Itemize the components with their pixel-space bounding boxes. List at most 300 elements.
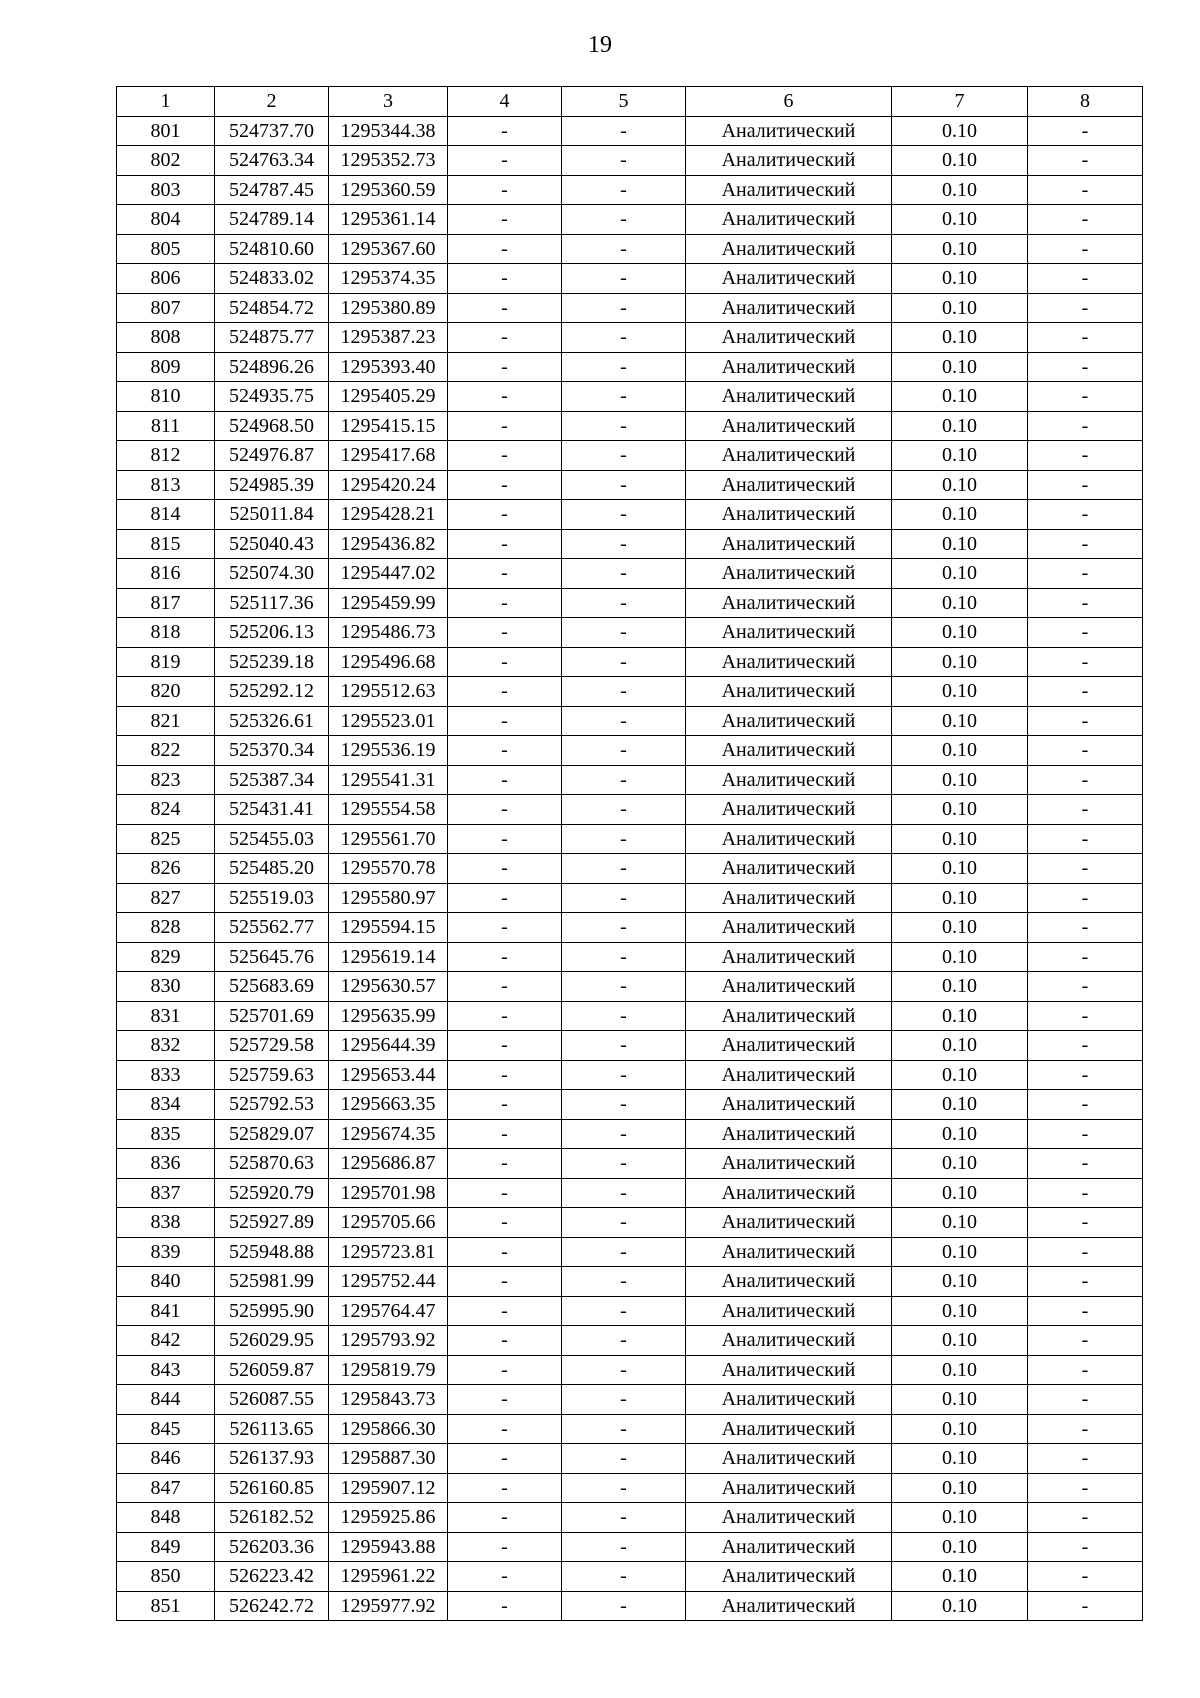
table-cell-col-2: 524968.50 (215, 411, 329, 441)
table-cell-col-8: - (1028, 1532, 1143, 1562)
table-cell-col-3: 1295686.87 (329, 1149, 448, 1179)
table-cell-col-5: - (562, 736, 686, 766)
table-cell-col-6: Аналитический (686, 1503, 892, 1533)
table-cell-col-2: 525011.84 (215, 500, 329, 530)
table-cell-col-8: - (1028, 706, 1143, 736)
table-cell-col-3: 1295723.81 (329, 1237, 448, 1267)
table-cell-col-7: 0.10 (892, 382, 1028, 412)
table-cell-col-6: Аналитический (686, 529, 892, 559)
table-cell-col-4: - (448, 1178, 562, 1208)
table-cell-col-3: 1295653.44 (329, 1060, 448, 1090)
table-cell-col-1: 806 (117, 264, 215, 294)
table-cell-col-4: - (448, 1532, 562, 1562)
table-cell-col-5: - (562, 1591, 686, 1621)
table-cell-col-1: 825 (117, 824, 215, 854)
table-cell-col-8: - (1028, 1001, 1143, 1031)
table-cell-col-7: 0.10 (892, 470, 1028, 500)
table-cell-col-8: - (1028, 618, 1143, 648)
table-cell-col-3: 1295663.35 (329, 1090, 448, 1120)
table-row (117, 1178, 1143, 1208)
table-cell-col-7: 0.10 (892, 618, 1028, 648)
table-cell-col-7: 0.10 (892, 765, 1028, 795)
table-cell-col-8: - (1028, 942, 1143, 972)
table-cell-col-8: - (1028, 441, 1143, 471)
table-cell-col-8: - (1028, 382, 1143, 412)
table-cell-col-8: - (1028, 588, 1143, 618)
table-cell-col-6: Аналитический (686, 1237, 892, 1267)
table-cell-col-4: - (448, 323, 562, 353)
table-cell-col-7: 0.10 (892, 1473, 1028, 1503)
table-cell-col-1: 850 (117, 1562, 215, 1592)
table-cell-col-3: 1295943.88 (329, 1532, 448, 1562)
table-cell-col-4: - (448, 352, 562, 382)
table-cell-col-6: Аналитический (686, 323, 892, 353)
table-row (117, 1473, 1143, 1503)
table-cell-col-8: - (1028, 116, 1143, 146)
table-cell-col-6: Аналитический (686, 647, 892, 677)
table-cell-col-4: - (448, 1355, 562, 1385)
table-cell-col-4: - (448, 824, 562, 854)
table-cell-col-3: 1295415.15 (329, 411, 448, 441)
table-cell-col-7: 0.10 (892, 559, 1028, 589)
table-row (117, 1267, 1143, 1297)
table-cell-col-8: - (1028, 1178, 1143, 1208)
table-cell-col-1: 801 (117, 116, 215, 146)
table-cell-col-6: Аналитический (686, 1591, 892, 1621)
table-cell-col-4: - (448, 1001, 562, 1031)
table-cell-col-7: 0.10 (892, 323, 1028, 353)
table-cell-col-2: 525701.69 (215, 1001, 329, 1031)
table-cell-col-4: - (448, 1562, 562, 1592)
table-cell-col-4: - (448, 382, 562, 412)
table-cell-col-4: - (448, 1385, 562, 1415)
table-cell-col-2: 524935.75 (215, 382, 329, 412)
table-cell-col-6: Аналитический (686, 470, 892, 500)
table-cell-col-1: 808 (117, 323, 215, 353)
table-cell-col-7: 0.10 (892, 411, 1028, 441)
table-cell-col-3: 1295907.12 (329, 1473, 448, 1503)
table-cell-col-2: 525948.88 (215, 1237, 329, 1267)
table-cell-col-6: Аналитический (686, 765, 892, 795)
table-cell-col-2: 526059.87 (215, 1355, 329, 1385)
table-cell-col-6: Аналитический (686, 1296, 892, 1326)
table-row (117, 1001, 1143, 1031)
table-cell-col-4: - (448, 470, 562, 500)
table-cell-col-4: - (448, 1591, 562, 1621)
table-cell-col-4: - (448, 441, 562, 471)
table-cell-col-6: Аналитический (686, 1090, 892, 1120)
table-cell-col-1: 837 (117, 1178, 215, 1208)
table-cell-col-2: 526203.36 (215, 1532, 329, 1562)
table-cell-col-4: - (448, 677, 562, 707)
table-cell-col-6: Аналитический (686, 854, 892, 884)
table-cell-col-3: 1295523.01 (329, 706, 448, 736)
table-cell-col-8: - (1028, 854, 1143, 884)
column-header-6: 6 (686, 87, 892, 117)
table-cell-col-5: - (562, 146, 686, 176)
table-row (117, 264, 1143, 294)
table-cell-col-5: - (562, 529, 686, 559)
table-row (117, 854, 1143, 884)
table-cell-col-2: 525040.43 (215, 529, 329, 559)
table-cell-col-2: 525431.41 (215, 795, 329, 825)
table-cell-col-1: 804 (117, 205, 215, 235)
table-cell-col-5: - (562, 559, 686, 589)
table-cell-col-4: - (448, 1060, 562, 1090)
table-row (117, 1562, 1143, 1592)
table-cell-col-3: 1295405.29 (329, 382, 448, 412)
table-cell-col-8: - (1028, 1473, 1143, 1503)
table-cell-col-2: 525927.89 (215, 1208, 329, 1238)
table-cell-col-3: 1295459.99 (329, 588, 448, 618)
table-cell-col-4: - (448, 1149, 562, 1179)
table-row (117, 1503, 1143, 1533)
table-cell-col-2: 524789.14 (215, 205, 329, 235)
table-cell-col-3: 1295420.24 (329, 470, 448, 500)
table-cell-col-1: 833 (117, 1060, 215, 1090)
table-cell-col-3: 1295554.58 (329, 795, 448, 825)
table-cell-col-8: - (1028, 1149, 1143, 1179)
table-cell-col-2: 525562.77 (215, 913, 329, 943)
table-cell-col-7: 0.10 (892, 972, 1028, 1002)
table-cell-col-1: 838 (117, 1208, 215, 1238)
table-cell-col-2: 525792.53 (215, 1090, 329, 1120)
table-cell-col-1: 821 (117, 706, 215, 736)
table-cell-col-6: Аналитический (686, 1031, 892, 1061)
table-cell-col-2: 525239.18 (215, 647, 329, 677)
table-cell-col-6: Аналитический (686, 234, 892, 264)
table-cell-col-8: - (1028, 1355, 1143, 1385)
table-cell-col-1: 834 (117, 1090, 215, 1120)
table-cell-col-5: - (562, 1060, 686, 1090)
table-row (117, 1326, 1143, 1356)
table-row (117, 500, 1143, 530)
table-cell-col-6: Аналитический (686, 500, 892, 530)
table-cell-col-5: - (562, 323, 686, 353)
table-cell-col-2: 524985.39 (215, 470, 329, 500)
table-cell-col-8: - (1028, 824, 1143, 854)
table-row (117, 382, 1143, 412)
table-cell-col-5: - (562, 352, 686, 382)
table-cell-col-8: - (1028, 765, 1143, 795)
table-cell-col-8: - (1028, 352, 1143, 382)
table-cell-col-4: - (448, 765, 562, 795)
table-cell-col-4: - (448, 116, 562, 146)
table-cell-col-3: 1295764.47 (329, 1296, 448, 1326)
table-cell-col-7: 0.10 (892, 293, 1028, 323)
table-row (117, 559, 1143, 589)
table-cell-col-3: 1295536.19 (329, 736, 448, 766)
table-cell-col-3: 1295374.35 (329, 264, 448, 294)
table-cell-col-1: 840 (117, 1267, 215, 1297)
table-cell-col-3: 1295925.86 (329, 1503, 448, 1533)
table-cell-col-8: - (1028, 1503, 1143, 1533)
column-header-1: 1 (117, 87, 215, 117)
table-cell-col-4: - (448, 883, 562, 913)
table-row (117, 913, 1143, 943)
table-cell-col-2: 526242.72 (215, 1591, 329, 1621)
table-row (117, 205, 1143, 235)
table-cell-col-1: 807 (117, 293, 215, 323)
table-cell-col-8: - (1028, 1444, 1143, 1474)
table-cell-col-3: 1295580.97 (329, 883, 448, 913)
table-cell-col-7: 0.10 (892, 500, 1028, 530)
table-cell-col-6: Аналитический (686, 264, 892, 294)
table-cell-col-5: - (562, 175, 686, 205)
table-cell-col-8: - (1028, 913, 1143, 943)
table-row (117, 647, 1143, 677)
table-cell-col-2: 526137.93 (215, 1444, 329, 1474)
table-cell-col-6: Аналитический (686, 116, 892, 146)
table-cell-col-2: 525829.07 (215, 1119, 329, 1149)
table-cell-col-5: - (562, 1385, 686, 1415)
table-cell-col-5: - (562, 1444, 686, 1474)
table-cell-col-4: - (448, 500, 562, 530)
table-cell-col-1: 824 (117, 795, 215, 825)
table-cell-col-2: 525326.61 (215, 706, 329, 736)
table-row (117, 824, 1143, 854)
table-cell-col-7: 0.10 (892, 205, 1028, 235)
table-cell-col-7: 0.10 (892, 441, 1028, 471)
coordinates-table (116, 86, 1143, 1621)
table-cell-col-2: 524854.72 (215, 293, 329, 323)
table-cell-col-4: - (448, 1031, 562, 1061)
table-cell-col-7: 0.10 (892, 795, 1028, 825)
table-cell-col-8: - (1028, 1119, 1143, 1149)
table-cell-col-7: 0.10 (892, 352, 1028, 382)
table-cell-col-2: 526182.52 (215, 1503, 329, 1533)
table-row (117, 1060, 1143, 1090)
table-cell-col-1: 813 (117, 470, 215, 500)
table-cell-col-2: 524810.60 (215, 234, 329, 264)
table-row (117, 736, 1143, 766)
table-cell-col-1: 846 (117, 1444, 215, 1474)
table-cell-col-4: - (448, 736, 562, 766)
table-cell-col-1: 822 (117, 736, 215, 766)
table-cell-col-7: 0.10 (892, 1532, 1028, 1562)
table-cell-col-1: 843 (117, 1355, 215, 1385)
table-cell-col-5: - (562, 1001, 686, 1031)
table-cell-col-1: 819 (117, 647, 215, 677)
table-row (117, 795, 1143, 825)
table-cell-col-1: 844 (117, 1385, 215, 1415)
table-cell-col-2: 525729.58 (215, 1031, 329, 1061)
table-cell-col-8: - (1028, 1060, 1143, 1090)
table-cell-col-3: 1295977.92 (329, 1591, 448, 1621)
table-cell-col-4: - (448, 706, 562, 736)
table-cell-col-3: 1295486.73 (329, 618, 448, 648)
table-cell-col-8: - (1028, 677, 1143, 707)
table-cell-col-4: - (448, 647, 562, 677)
table-cell-col-5: - (562, 647, 686, 677)
table-cell-col-1: 851 (117, 1591, 215, 1621)
table-cell-col-5: - (562, 972, 686, 1002)
table-row (117, 411, 1143, 441)
table-cell-col-2: 524833.02 (215, 264, 329, 294)
table-cell-col-2: 525117.36 (215, 588, 329, 618)
table-cell-col-2: 524875.77 (215, 323, 329, 353)
table-cell-col-1: 805 (117, 234, 215, 264)
table-cell-col-5: - (562, 1178, 686, 1208)
table-cell-col-8: - (1028, 175, 1143, 205)
table-cell-col-3: 1295961.22 (329, 1562, 448, 1592)
table-cell-col-1: 817 (117, 588, 215, 618)
table-cell-col-1: 820 (117, 677, 215, 707)
table-cell-col-8: - (1028, 736, 1143, 766)
table-cell-col-7: 0.10 (892, 824, 1028, 854)
table-cell-col-1: 823 (117, 765, 215, 795)
table-cell-col-3: 1295380.89 (329, 293, 448, 323)
table-cell-col-1: 847 (117, 1473, 215, 1503)
table-cell-col-8: - (1028, 529, 1143, 559)
table-cell-col-5: - (562, 205, 686, 235)
table-cell-col-4: - (448, 972, 562, 1002)
table-cell-col-5: - (562, 588, 686, 618)
table-cell-col-5: - (562, 1119, 686, 1149)
table-cell-col-1: 831 (117, 1001, 215, 1031)
table-cell-col-8: - (1028, 470, 1143, 500)
table-cell-col-1: 839 (117, 1237, 215, 1267)
table-row (117, 588, 1143, 618)
table-cell-col-2: 526223.42 (215, 1562, 329, 1592)
table-cell-col-8: - (1028, 795, 1143, 825)
table-cell-col-5: - (562, 264, 686, 294)
table-cell-col-7: 0.10 (892, 913, 1028, 943)
table-cell-col-5: - (562, 470, 686, 500)
table-row (117, 1296, 1143, 1326)
table-cell-col-8: - (1028, 1296, 1143, 1326)
table-cell-col-5: - (562, 913, 686, 943)
table-cell-col-4: - (448, 1119, 562, 1149)
table-cell-col-5: - (562, 677, 686, 707)
table-cell-col-2: 526029.95 (215, 1326, 329, 1356)
table-cell-col-8: - (1028, 1090, 1143, 1120)
table-cell-col-5: - (562, 234, 686, 264)
table-cell-col-2: 525387.34 (215, 765, 329, 795)
table-cell-col-4: - (448, 913, 562, 943)
table-cell-col-6: Аналитический (686, 1326, 892, 1356)
table-cell-col-7: 0.10 (892, 942, 1028, 972)
table-cell-col-4: - (448, 146, 562, 176)
table-cell-col-5: - (562, 854, 686, 884)
table-cell-col-1: 818 (117, 618, 215, 648)
table-cell-col-3: 1295630.57 (329, 972, 448, 1002)
table-row (117, 677, 1143, 707)
table-cell-col-5: - (562, 411, 686, 441)
table-body (117, 116, 1143, 1621)
table-row (117, 1208, 1143, 1238)
table-cell-col-8: - (1028, 559, 1143, 589)
table-cell-col-4: - (448, 411, 562, 441)
table-cell-col-3: 1295635.99 (329, 1001, 448, 1031)
table-cell-col-5: - (562, 1473, 686, 1503)
table-cell-col-4: - (448, 293, 562, 323)
table-row (117, 146, 1143, 176)
table-cell-col-1: 842 (117, 1326, 215, 1356)
table-cell-col-1: 841 (117, 1296, 215, 1326)
table-row (117, 1414, 1143, 1444)
table-cell-col-7: 0.10 (892, 1208, 1028, 1238)
table-cell-col-8: - (1028, 1237, 1143, 1267)
table-cell-col-7: 0.10 (892, 1562, 1028, 1592)
table-cell-col-7: 0.10 (892, 529, 1028, 559)
table-cell-col-6: Аналитический (686, 1149, 892, 1179)
table-cell-col-4: - (448, 618, 562, 648)
table-cell-col-4: - (448, 1208, 562, 1238)
table-cell-col-3: 1295447.02 (329, 559, 448, 589)
table-row (117, 352, 1143, 382)
table-cell-col-1: 826 (117, 854, 215, 884)
table-cell-col-3: 1295819.79 (329, 1355, 448, 1385)
table-cell-col-2: 525292.12 (215, 677, 329, 707)
table-cell-col-1: 827 (117, 883, 215, 913)
table-row (117, 1031, 1143, 1061)
table-row (117, 293, 1143, 323)
table-cell-col-8: - (1028, 146, 1143, 176)
table-cell-col-7: 0.10 (892, 116, 1028, 146)
table-cell-col-6: Аналитический (686, 559, 892, 589)
table-cell-col-1: 845 (117, 1414, 215, 1444)
table-cell-col-5: - (562, 795, 686, 825)
table-row (117, 972, 1143, 1002)
table-cell-col-6: Аналитический (686, 588, 892, 618)
table-cell-col-1: 811 (117, 411, 215, 441)
table-cell-col-1: 816 (117, 559, 215, 589)
table-cell-col-5: - (562, 1267, 686, 1297)
table-cell-col-5: - (562, 1562, 686, 1592)
table-cell-col-6: Аналитический (686, 205, 892, 235)
table-cell-col-3: 1295705.66 (329, 1208, 448, 1238)
table-cell-col-2: 525981.99 (215, 1267, 329, 1297)
table-row (117, 618, 1143, 648)
table-cell-col-1: 828 (117, 913, 215, 943)
table-cell-col-5: - (562, 1296, 686, 1326)
table-cell-col-1: 802 (117, 146, 215, 176)
table-cell-col-7: 0.10 (892, 1385, 1028, 1415)
table-cell-col-7: 0.10 (892, 706, 1028, 736)
table-cell-col-5: - (562, 1326, 686, 1356)
table-cell-col-6: Аналитический (686, 1414, 892, 1444)
table-cell-col-6: Аналитический (686, 411, 892, 441)
table-cell-col-8: - (1028, 234, 1143, 264)
table-cell-col-6: Аналитический (686, 146, 892, 176)
table-cell-col-5: - (562, 1208, 686, 1238)
table-cell-col-2: 524787.45 (215, 175, 329, 205)
table-cell-col-5: - (562, 1237, 686, 1267)
table-cell-col-4: - (448, 264, 562, 294)
table-cell-col-1: 832 (117, 1031, 215, 1061)
table-cell-col-5: - (562, 883, 686, 913)
table-cell-col-2: 525870.63 (215, 1149, 329, 1179)
table-cell-col-7: 0.10 (892, 1296, 1028, 1326)
table-cell-col-7: 0.10 (892, 1237, 1028, 1267)
table-cell-col-7: 0.10 (892, 736, 1028, 766)
table-cell-col-8: - (1028, 500, 1143, 530)
table-cell-col-1: 829 (117, 942, 215, 972)
table-cell-col-7: 0.10 (892, 883, 1028, 913)
table-cell-col-7: 0.10 (892, 854, 1028, 884)
table-cell-col-2: 524737.70 (215, 116, 329, 146)
table-cell-col-4: - (448, 1414, 562, 1444)
table-cell-col-5: - (562, 293, 686, 323)
table-cell-col-7: 0.10 (892, 234, 1028, 264)
table-cell-col-7: 0.10 (892, 1060, 1028, 1090)
table-cell-col-2: 525683.69 (215, 972, 329, 1002)
table-cell-col-6: Аналитический (686, 706, 892, 736)
table-cell-col-6: Аналитический (686, 293, 892, 323)
table-cell-col-2: 524763.34 (215, 146, 329, 176)
table-cell-col-6: Аналитический (686, 1473, 892, 1503)
